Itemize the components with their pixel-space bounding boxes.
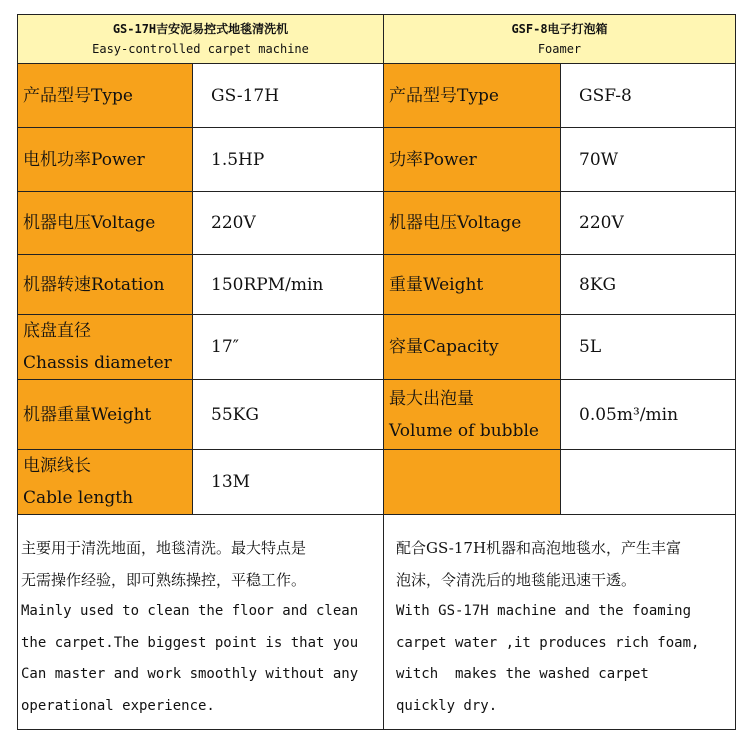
spec-table [17, 14, 736, 730]
right-type-label: 产品型号Type [384, 64, 561, 128]
left-cable-value: 13M [193, 450, 384, 515]
left-rotation-label: 机器转速Rotation [18, 255, 193, 315]
left-desc-en-3: Can master and work smoothly without any [21, 666, 359, 682]
right-power-value: 70W [561, 128, 736, 192]
left-desc-en-4: operational experience. [21, 697, 215, 714]
left-description [18, 515, 384, 730]
right-desc-en-2: carpet water ,it produces rich foam, [396, 634, 700, 651]
left-desc-en-2: the carpet.The biggest point is that you [21, 634, 359, 651]
right-desc-en-1: With GS-17H machine and the foaming [396, 603, 692, 619]
right-desc-zh-2: 泡沫，令清洗后的地毯能迅速干透。 [396, 570, 637, 589]
left-voltage-label: 机器电压Voltage [18, 192, 193, 255]
left-type-label: 产品型号Type [18, 64, 193, 128]
right-type-value: GSF-8 [561, 64, 736, 128]
left-chassis-label-en: Chassis diameter [23, 353, 172, 373]
right-capacity-value: 5L [561, 315, 736, 380]
right-power-label: 功率Power [384, 128, 561, 192]
left-cable-label-zh: 电源线长 [23, 456, 91, 476]
right-weight-value: 8KG [561, 255, 736, 315]
left-chassis-label [18, 315, 193, 380]
left-power-label: 电机功率Power [18, 128, 193, 192]
right-desc-zh-1: 配合GS-17H机器和高泡地毯水，产生丰富 [396, 539, 682, 557]
left-desc-en-1: Mainly used to clean the floor and clean [21, 603, 359, 619]
left-cable-label [18, 450, 193, 515]
right-voltage-label: 机器电压Voltage [384, 192, 561, 255]
left-weight-label: 机器重量Weight [18, 380, 193, 450]
right-header [384, 15, 736, 64]
right-empty-label [384, 450, 561, 515]
left-title-zh: GS-17H吉安泥易控式地毯清洗机 [112, 22, 289, 36]
left-header [18, 15, 384, 64]
left-chassis-value: 17″ [193, 315, 384, 380]
right-capacity-label: 容量Capacity [384, 315, 561, 380]
right-title-en: Foamer [537, 42, 582, 56]
left-title-en: Easy-controlled carpet machine [92, 42, 309, 56]
right-bubble-label [384, 380, 561, 450]
right-bubble-label-en: Volume of bubble [389, 420, 539, 441]
right-desc-en-3: witch makes the washed carpet [396, 666, 649, 682]
left-desc-zh-1: 主要用于清洗地面，地毯清洗。最大特点是 [21, 539, 307, 557]
left-weight-value: 55KG [193, 380, 384, 450]
right-description [384, 515, 736, 730]
left-desc-zh-2: 无需操作经验，即可熟练操控，平稳工作。 [21, 570, 307, 589]
left-rotation-value: 150RPM/min [193, 255, 384, 315]
left-chassis-label-zh: 底盘直径 [23, 321, 91, 341]
left-cable-label-en: Cable length [23, 488, 134, 508]
right-bubble-label-zh: 最大出泡量 [389, 388, 474, 409]
right-title-zh: GSF-8电子打泡箱 [511, 22, 608, 36]
left-power-value: 1.5HP [193, 128, 384, 192]
left-voltage-value: 220V [193, 192, 384, 255]
left-type-value: GS-17H [193, 64, 384, 128]
right-weight-label: 重量Weight [384, 255, 561, 315]
right-desc-en-4: quickly dry. [396, 697, 498, 714]
right-empty-value [561, 450, 736, 515]
right-bubble-value: 0.05m³/min [561, 380, 736, 450]
right-voltage-value: 220V [561, 192, 736, 255]
